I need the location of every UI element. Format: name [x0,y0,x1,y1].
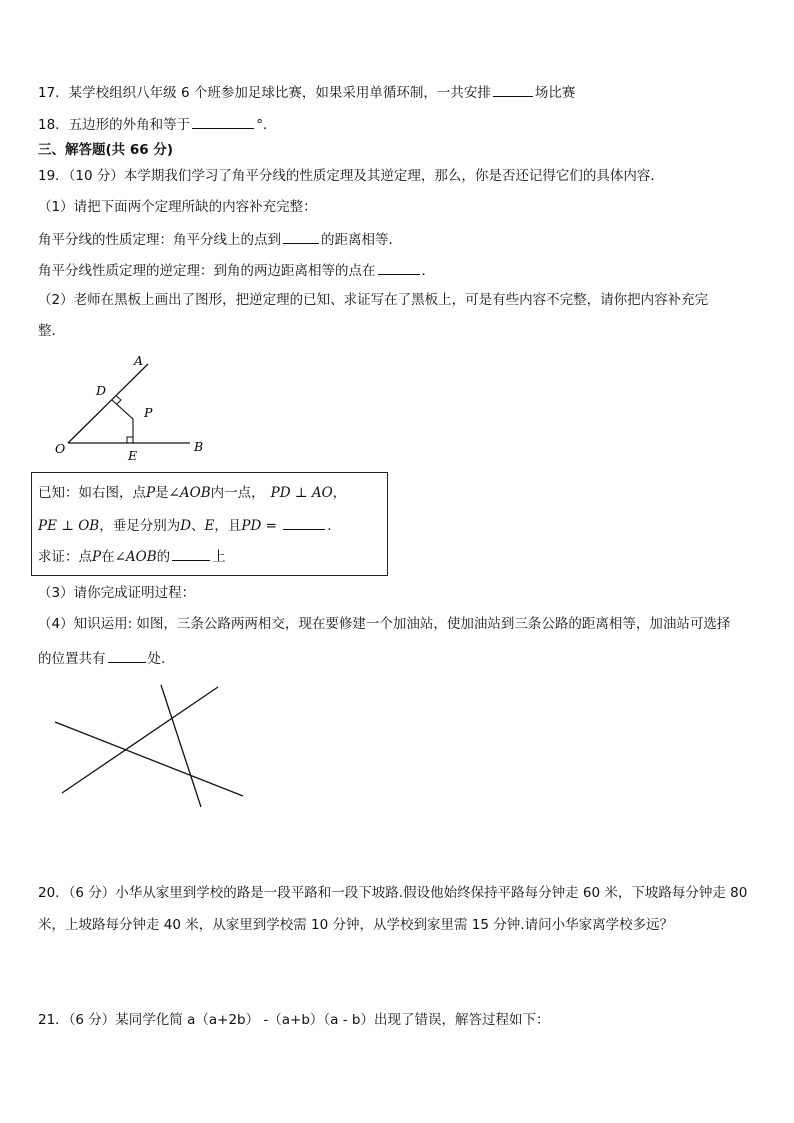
q19-part1: （1）请把下面两个定理所缺的内容补充完整： [38,199,317,215]
segment-pd-label: PD [241,518,262,534]
question-17 [38,82,575,102]
point-p: P [146,485,156,501]
q19-part4-line2 [38,648,175,668]
theorem1-blank [283,229,319,244]
given-text: ，垂足分别为 [99,518,181,534]
angle-aob: ∠AOB [168,485,211,501]
q19-part3: （3）请你完成证明过程： [38,585,196,601]
right-angle-mark-e [127,437,133,443]
q20-line1: 20．（6 分）小华从家里到学校的路是一段平路和一段下坡路.假设他始终保持平路每分钟走 60 米，下坡路每分钟走 80 [38,885,748,901]
q19-intro: 19．（10 分）本学期我们学习了角平分线的性质定理及其逆定理，那么，你是否还记得它们的具体内容． [38,168,664,184]
theorem1-suffix: 的距离相等． [321,232,402,248]
ray-oa [68,364,148,443]
given-text: 、 [191,518,205,534]
q19-theorem1 [38,229,402,249]
theorem2-blank [378,260,420,275]
given-text: ， [332,485,347,501]
angle-aob: ∠AOB [114,549,157,565]
equals-sign: = [261,518,282,534]
label-a: A [134,353,144,368]
q19-theorem2 [38,260,435,280]
prove-text: 求证：点 [38,549,92,565]
given-text: ，且 [214,518,242,534]
theorem1-text: 角平分线的性质定理：角平分线上的点到 [38,232,281,248]
condition-pd-perp-ao: PD ⊥ AO [270,485,333,501]
point-d: D [180,518,192,534]
theorem2-suffix: ． [421,263,435,279]
part4-blank [108,648,146,663]
part4-suffix: 处． [147,651,175,667]
point-p: P [92,549,102,565]
point-e: E [204,518,215,534]
label-o: O [55,441,66,456]
q21-line1: 21．（6 分）某同学化简 a（a+2b） -（a+b）（a - b）出现了错误，解答过程如下： [38,1012,550,1028]
given-text: 是 [155,485,169,501]
given-text: 内一点， [210,485,265,501]
given-blank [283,515,325,530]
section-heading: 三、解答题(共 66 分) [38,142,174,158]
q17-suffix: 场比赛 [534,85,576,101]
right-angle-mark-d [117,396,122,405]
prove-text: 在 [101,549,115,565]
q19-part2-line1: （2）老师在黑板上画出了图形，把逆定理的已知、求证写在了黑板上，可是有些内容不完整，请你把内容补充完 [38,292,709,308]
part4-text: 的位置共有 [38,651,106,667]
three-roads-figure [50,680,250,815]
label-e: E [128,448,138,463]
q19-part2-line2: 整． [38,323,65,339]
given-text: ． [327,518,341,534]
q17-blank [493,82,533,97]
q18-blank [192,114,254,129]
prove-text: 上 [212,549,226,565]
prove-blank [172,546,210,561]
angle-bisector-figure [50,350,220,465]
given-line1 [38,484,346,502]
q19-part4-line1: （4）知识运用: 如图，三条公路两两相交，现在要修建一个加油站，使加油站到三条公路的距离相等，加油站可选择 [38,616,731,632]
q18-text: 18．五边形的外角和等于 [38,117,191,133]
label-p: P [144,405,153,420]
q17-text: 17．某学校组织八年级 6 个班参加足球比赛，如果采用单循环制，一共安排 [38,85,491,101]
label-b: B [194,439,204,454]
label-d: D [96,383,107,398]
question-18 [38,114,276,134]
prove-text: 的 [156,549,171,565]
segment-pd [112,400,133,419]
theorem2-text: 角平分线性质定理的逆定理：到角的两边距离相等的点在 [38,263,376,279]
given-line2 [38,515,341,535]
prove-line [38,546,226,566]
q20-line2: 米，上坡路每分钟走 40 米，从家里到学校需 10 分钟，从学校到家里需 15 分钟.请问小华家离学校多远？ [38,917,674,933]
q18-suffix: °． [256,117,277,133]
condition-pe-perp-ob: PE ⊥ OB [38,518,100,534]
given-text: 已知：如右图，点 [38,485,146,501]
